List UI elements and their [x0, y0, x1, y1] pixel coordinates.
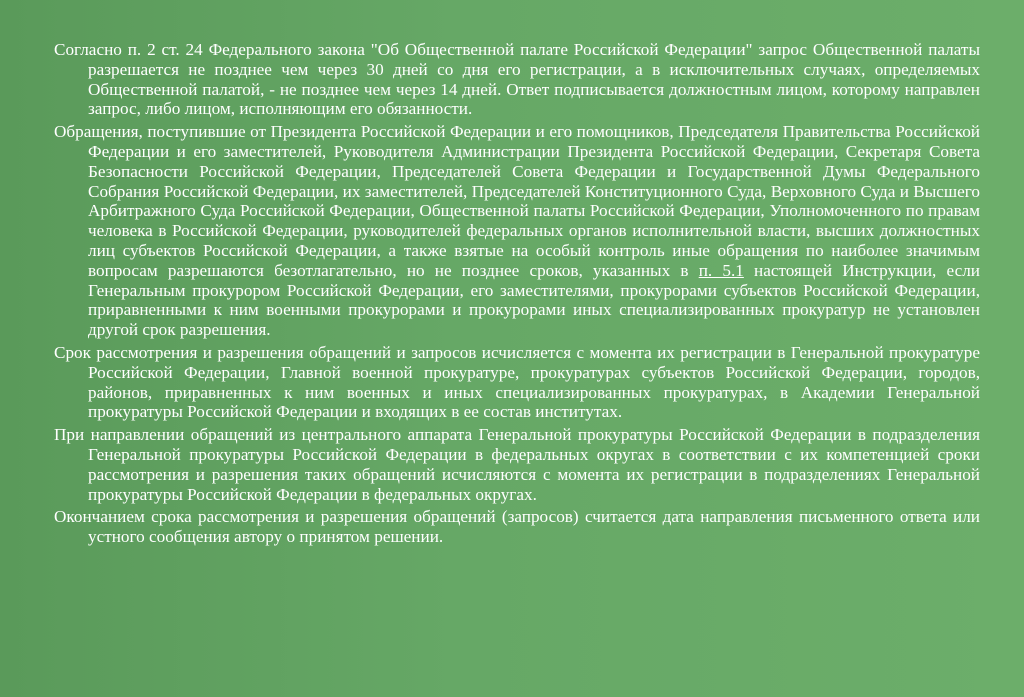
paragraph-term-end: Окончанием срока рассмотрения и разрешения обращений (запросов) считается дата направления письменного ответа или устного сообщения автору о принятом решении. [54, 507, 980, 547]
slide-content [54, 40, 980, 550]
paragraph-text-before-link: Обращения, поступившие от Президента Российской Федерации и его помощников, Председателя Правительства Российской Федерации и его заместителей, Руководителя Администрации Президента Российской Федерации, Секретаря Совета Безопасности Российской Федерации, Председателей Совета Федерации и Государственной Думы Федерального Собрания Российской Федерации, их заместителей, Председателей Конституционного Суда, Верховного Суда и Высшего Арбитражного Суда Российской Федерации, Общественной палаты Российской Федерации, Уполномоченного по правам человека в Российской Федерации, руководителей федеральных органов исполнительной власти, высших должностных лиц субъектов Российской Федерации, а также взятые на особый контроль иные обращения по наиболее значимым вопросам разрешаются безотлагательно, но не позднее сроков, указанных в [54, 122, 980, 280]
paragraph-federal-districts: При направлении обращений из центрального аппарата Генеральной прокуратуры Российской Федерации в подразделения Генеральной прокуратуры Российской Федерации в федеральных округах в соответствии с их компетенцией сроки рассмотрения и разрешения таких обращений исчисляются с момента их регистрации в подразделениях Генеральной прокуратуры Российской Федерации в федеральных округах. [54, 425, 980, 504]
paragraph-term-calculation: Срок рассмотрения и разрешения обращений и запросов исчисляется с момента их регистрации в Генеральной прокуратуре Российской Федерации, Главной военной прокуратуре, прокуратурах субъектов Российской Федерации, городов, районов, приравненных к ним военных и иных специализированных прокуратурах, в Академии Генеральной прокуратуры Российской Федерации и входящих в ее состав институтах. [54, 342, 980, 422]
clause-5-1-link[interactable]: п. 5.1 [698, 260, 744, 280]
paragraph-priority-appeals [54, 122, 980, 340]
paragraph-public-chamber-request: Согласно п. 2 ст. 24 Федерального закона "Об Общественной палате Российской Федерации" запрос Общественной палаты разрешается не позднее чем через 30 дней со дня его регистрации, а в исключительных случаях, определяемых Общественной палатой, - не позднее чем через 14 дней. Ответ подписывается должностным лицом, которому направлен запрос, либо лицом, исполняющим его обязанности. [54, 40, 980, 119]
paragraph-text-after-link: настоящей Инструкции, если Генеральным прокурором Российской Федерации, его заместителями, прокурорами субъектов Российской Федерации, приравненными к ним военными прокурорами и прокурорами иных специализированных прокуратур не установлен другой срок разрешения. [88, 260, 980, 340]
